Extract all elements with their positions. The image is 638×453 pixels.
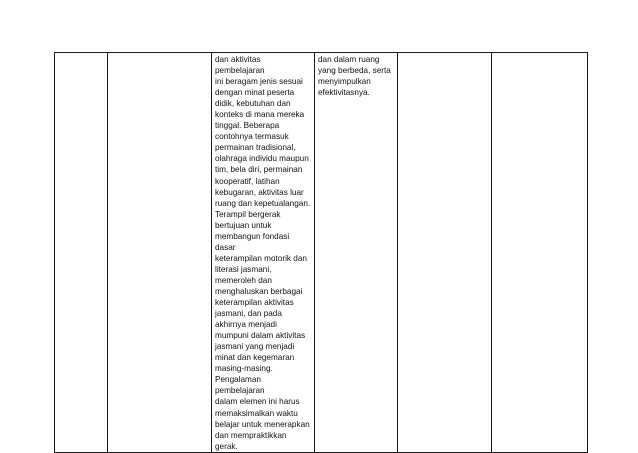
table-cell-col4 xyxy=(315,53,398,453)
table-row xyxy=(55,53,588,453)
table-cell-col6 xyxy=(492,53,588,453)
table-cell-col5 xyxy=(398,53,492,453)
cell-text-col6 xyxy=(492,53,587,54)
table-cell-col3 xyxy=(212,53,315,453)
table-cell-col1 xyxy=(55,53,108,453)
cell-text-col2 xyxy=(108,53,211,54)
cell-text-col3: dan aktivitas pembelajaran ini beragam jenis sesuai dengan minat peserta didik, kebutuhan dan konteks di mana mereka tinggal. Beberapa contohnya termasuk permainan tradisional, olahraga individu maupun tim, bela diri, permainan kooperatif, latihan kebugaran, aktivitas luar ruang dan kepetualangan. Terampil bergerak bertujuan untuk membangun fondasi dasar keterampilan motorik dan literasi jasmani, memeroleh dan menghaluskan berbagai keterampilan aktivitas jasmani, dan pada akhirnya menjadi mumpuni dalam aktivitas jasmani yang menjadi minat dan kegemaran masing-masing. Pengalaman pembelajaran dalam elemen ini harus memaksimalkan waktu belajar untuk menerapkan dan mempraktikkan gerak. xyxy=(215,55,311,451)
cell-text-col1 xyxy=(55,53,107,54)
learning-table xyxy=(54,52,588,453)
cell-text-col4: dan dalam ruang yang berbeda, serta menyimpulkan efektivitasnya. xyxy=(318,55,391,98)
table-cell-col2 xyxy=(108,53,212,453)
cell-text-col5 xyxy=(398,53,491,54)
